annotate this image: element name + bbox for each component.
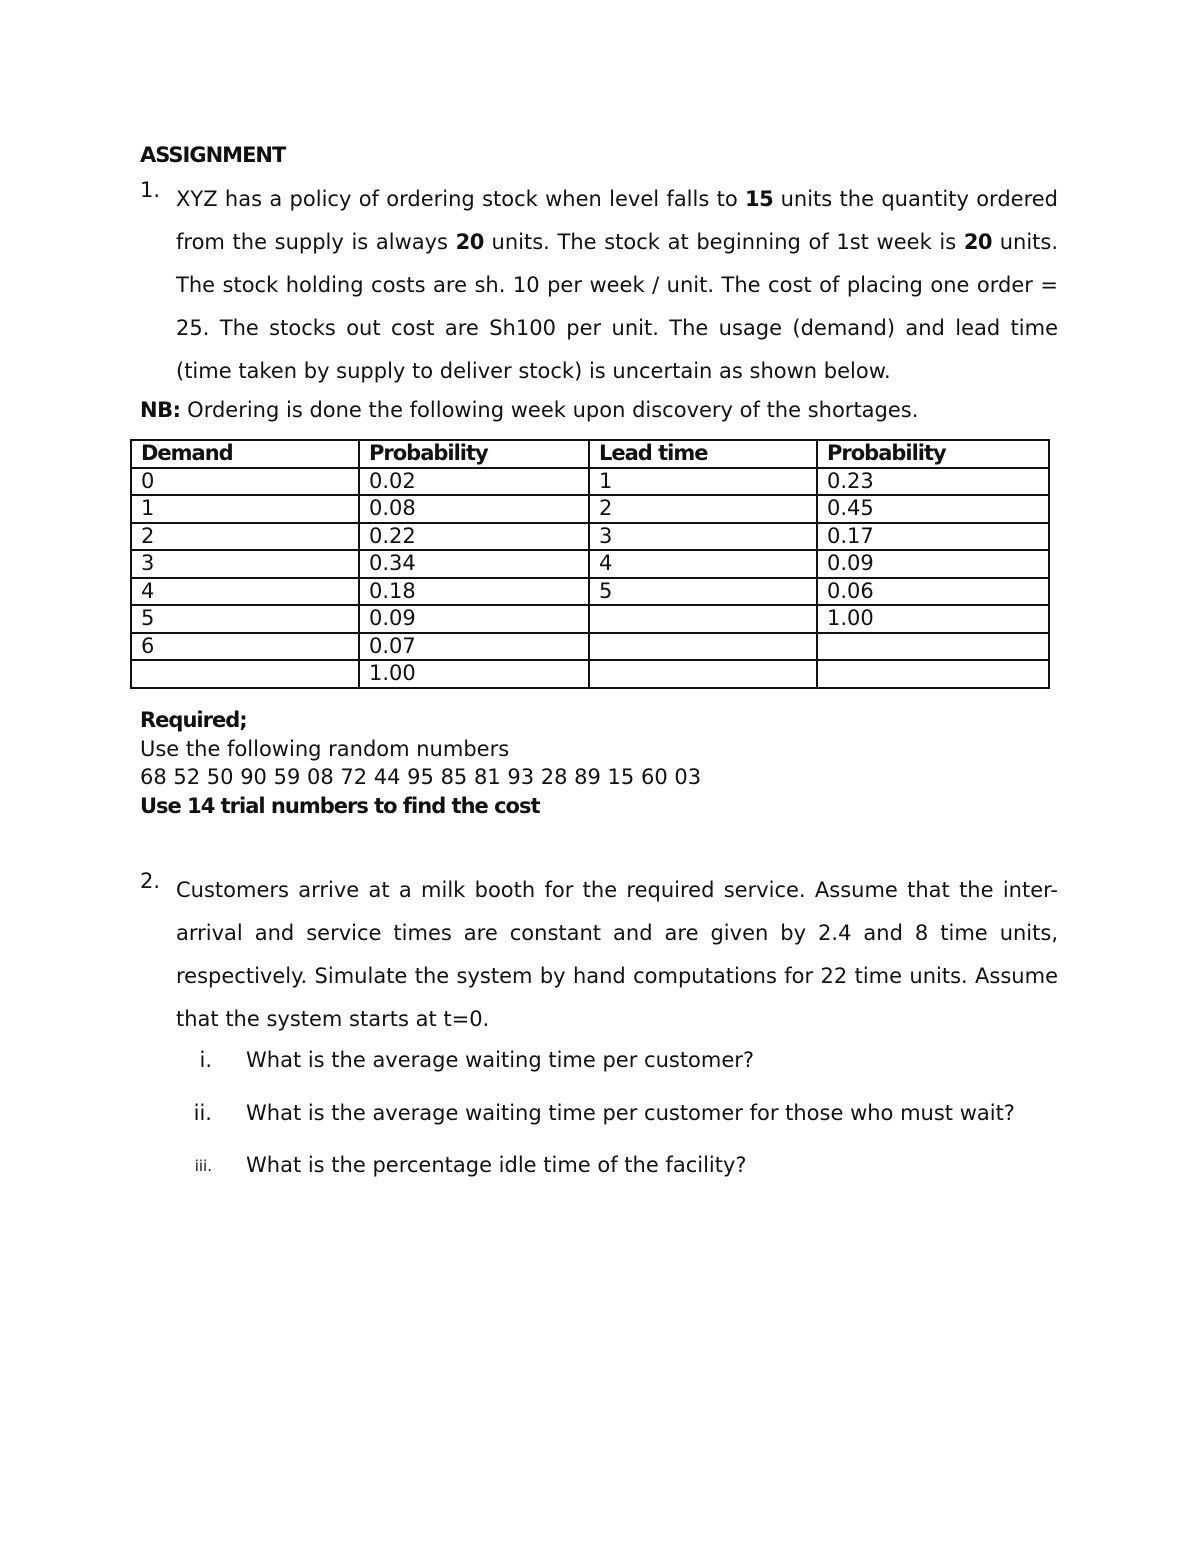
sub-question-marker: i.	[199, 1048, 212, 1072]
q1-reorder-level: 15	[745, 187, 774, 211]
table-cell: 0.08	[359, 495, 589, 523]
question-1-text	[176, 178, 1058, 393]
table-row	[131, 660, 1049, 688]
table-cell	[589, 633, 817, 661]
table-cell: 1	[589, 468, 817, 496]
table-cell: 1.00	[359, 660, 589, 688]
table-cell: 0.06	[817, 578, 1049, 606]
table-cell: 0.45	[817, 495, 1049, 523]
table-cell	[817, 633, 1049, 661]
nb-label: NB:	[140, 398, 181, 422]
table-cell: 1.00	[817, 605, 1049, 633]
table-header-row	[131, 440, 1049, 468]
table-cell: 0.09	[359, 605, 589, 633]
sub-question-marker: iii.	[194, 1157, 212, 1175]
table-cell: 0.23	[817, 468, 1049, 496]
table-row	[131, 633, 1049, 661]
table-cell: 2	[131, 523, 359, 551]
q1-text-part: units. The stock holding costs are sh. 10 per week / unit. The cost of placing one order = 25. The stocks out cost are Sh100 per unit. The usage (demand) and lead time (time taken by supply to deliver stock) is uncertain as shown below.	[176, 230, 1058, 383]
table-row	[131, 495, 1049, 523]
required-section	[140, 706, 1058, 820]
table-cell: 0.02	[359, 468, 589, 496]
table-cell: 0.07	[359, 633, 589, 661]
header-demand: Demand	[131, 440, 359, 468]
table-row	[131, 523, 1049, 551]
table-cell: 3	[589, 523, 817, 551]
header-lead-time-probability: Probability	[817, 440, 1049, 468]
table-cell: 0.34	[359, 550, 589, 578]
sub-question-text: What is the average waiting time per customer?	[246, 1048, 755, 1072]
question-1-number: 1.	[140, 178, 161, 202]
table-cell: 1	[131, 495, 359, 523]
table-row	[131, 550, 1049, 578]
question-2-text: Customers arrive at a milk booth for the required service. Assume that the inter-arrival and service times are constant and are given by 2.4 and 8 time units, respectively. Simulate the system by hand computations for 22 time units. Assume that the system starts at t=0.	[176, 878, 1058, 1031]
table-cell: 4	[131, 578, 359, 606]
header-demand-probability: Probability	[359, 440, 589, 468]
sub-question-text: What is the percentage idle time of the facility?	[246, 1153, 747, 1177]
q1-text-part: XYZ has a policy of ordering stock when level falls to	[176, 187, 746, 211]
required-instruction: Use the following random numbers	[140, 736, 510, 761]
nb-text: Ordering is done the following week upon discovery of the shortages.	[180, 398, 919, 422]
table-cell	[817, 660, 1049, 688]
q1-initial-stock: 20	[963, 230, 993, 254]
table-cell: 3	[131, 550, 359, 578]
q1-order-quantity: 20	[455, 230, 484, 254]
table-cell: 4	[589, 550, 817, 578]
table-cell: 5	[589, 578, 817, 606]
table-cell: 0.17	[817, 523, 1049, 551]
table-cell: 6	[131, 633, 359, 661]
table-cell: 0.18	[359, 578, 589, 606]
table-cell: 5	[131, 605, 359, 633]
question-2	[140, 869, 1058, 1041]
sub-question-text: What is the average waiting time per customer for those who must wait?	[246, 1101, 1015, 1125]
question-2-number: 2.	[140, 869, 161, 893]
header-lead-time: Lead time	[589, 440, 817, 468]
q1-text-part: units the quantity ordered from the supply is always	[176, 187, 1058, 254]
trial-instruction: Use 14 trial numbers to find the cost	[140, 793, 540, 818]
table-cell	[589, 605, 817, 633]
nb-note	[140, 398, 1058, 422]
table-cell: 2	[589, 495, 817, 523]
table-cell: 0.09	[817, 550, 1049, 578]
random-numbers: 68 52 50 90 59 08 72 44 95 85 81 93 28 89 15 60 03	[140, 765, 702, 789]
sub-question-marker: ii.	[193, 1101, 212, 1125]
assignment-title: ASSIGNMENT	[140, 143, 286, 167]
required-title: Required;	[140, 708, 247, 732]
table-row	[131, 468, 1049, 496]
table-row	[131, 578, 1049, 606]
table-row	[131, 605, 1049, 633]
table-cell: 0.22	[359, 523, 589, 551]
probability-table	[130, 439, 1050, 689]
q1-text-part: units. The stock at beginning of 1st week is	[483, 230, 964, 254]
question-1	[140, 178, 1058, 393]
table-cell	[131, 660, 359, 688]
table-cell	[589, 660, 817, 688]
table-cell: 0	[131, 468, 359, 496]
